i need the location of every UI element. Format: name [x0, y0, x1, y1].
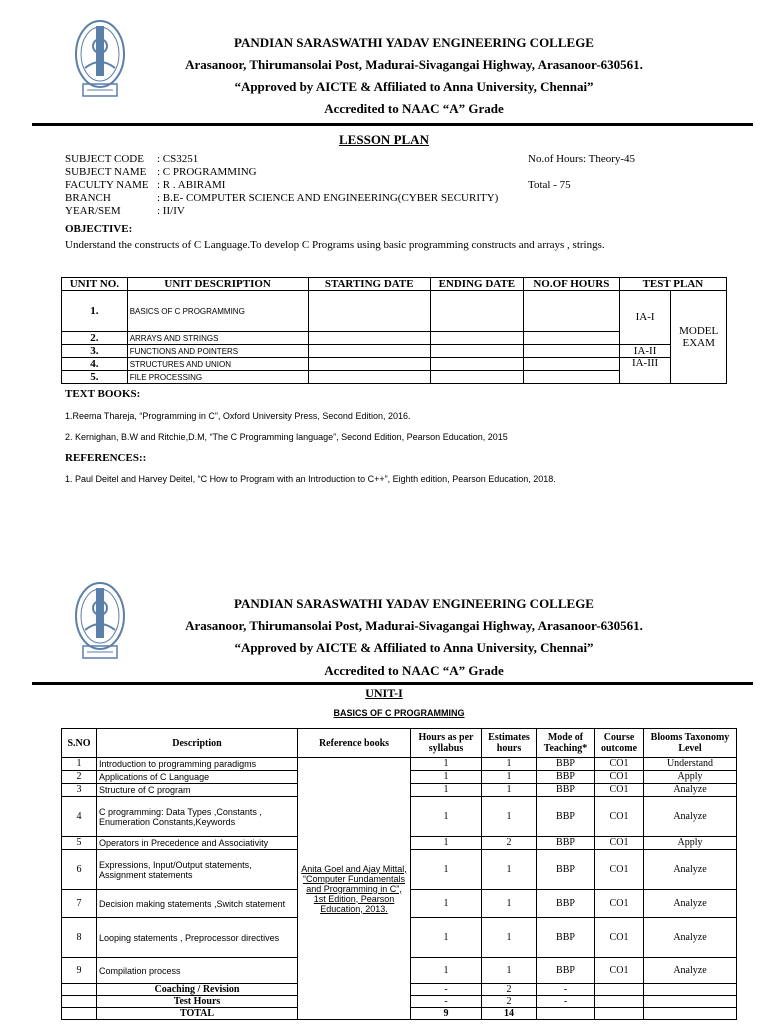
- faculty-label: FACULTY NAME: [65, 179, 149, 191]
- reference-1: 1. Paul Deitel and Harvey Deitel, “C How to Program with an Introduction to C++”, Eighth edition, Pearson Education, 2018.: [65, 474, 556, 484]
- col-reference: Reference books: [298, 729, 411, 758]
- unit-no: 1.: [62, 291, 128, 332]
- row-blooms: Analyze: [644, 890, 737, 918]
- row-co: CO1: [595, 918, 644, 958]
- row-sno: 4: [62, 797, 97, 837]
- college-accreditation-2: Accredited to NAAC “A” Grade: [324, 663, 504, 678]
- row-sno: 3: [62, 784, 97, 797]
- college-approval-2: “Approved by AICTE & Affiliated to Anna University, Chennai”: [234, 640, 594, 655]
- row-desc: Expressions, Input/Output statements, Assignment statements: [97, 850, 298, 890]
- col-hours: NO.OF HOURS: [523, 278, 619, 291]
- reference-book: Anita Goel and Ajay Mittal, “Computer Fundamentals and Programming in C”, 1st Edition, Pearson Education, 2013.: [298, 758, 411, 1020]
- row-blooms: Understand: [644, 758, 737, 771]
- col-mode: Mode of Teaching*: [537, 729, 595, 758]
- row-mode: BBP: [537, 771, 595, 784]
- unit1-title: UNIT-I: [365, 686, 403, 700]
- row-sno: 6: [62, 850, 97, 890]
- test-hours: -: [411, 996, 482, 1008]
- lesson-plan-title: LESSON PLAN: [339, 132, 429, 147]
- coaching-mode: -: [537, 984, 595, 996]
- branch-label: BRANCH: [65, 192, 111, 204]
- subject-name: : C PROGRAMMING: [157, 166, 257, 178]
- year-label: YEAR/SEM: [65, 205, 121, 217]
- col-outcome: Course outcome: [595, 729, 644, 758]
- row-est: 1: [482, 958, 537, 984]
- col-unit-no: UNIT NO.: [62, 278, 128, 291]
- row-mode: BBP: [537, 890, 595, 918]
- row-est: 1: [482, 850, 537, 890]
- college-approval: “Approved by AICTE & Affiliated to Anna University, Chennai”: [234, 79, 594, 94]
- row-hours: 1: [411, 797, 482, 837]
- row-sno: 5: [62, 837, 97, 850]
- text-book-2: 2. Kernighan, B.W and Ritchie,D.M, “The C Programming language”, Second Edition, Pearson Education, 2015: [65, 432, 508, 442]
- row-blooms: Apply: [644, 771, 737, 784]
- row-blooms: Analyze: [644, 918, 737, 958]
- coaching-hours: -: [411, 984, 482, 996]
- row-co: CO1: [595, 784, 644, 797]
- year-sem: : II/IV: [157, 205, 185, 217]
- row-mode: BBP: [537, 850, 595, 890]
- row-mode: BBP: [537, 758, 595, 771]
- col-blooms: Blooms Taxonomy Level: [644, 729, 737, 758]
- row-desc: Operators in Precedence and Associativity: [97, 837, 298, 850]
- college-accreditation: Accredited to NAAC “A” Grade: [324, 101, 504, 116]
- row-mode: BBP: [537, 837, 595, 850]
- unit-desc: BASICS OF C PROGRAMMING: [127, 291, 308, 332]
- table-row: [62, 758, 737, 771]
- table-row: [62, 358, 727, 371]
- row-mode: BBP: [537, 958, 595, 984]
- total-label: TOTAL: [97, 1008, 298, 1020]
- test-mode: -: [537, 996, 595, 1008]
- total-hours: 9: [411, 1008, 482, 1020]
- subject-code: : CS3251: [157, 153, 199, 165]
- row-est: 1: [482, 758, 537, 771]
- row-hours: 1: [411, 958, 482, 984]
- col-start-date: STARTING DATE: [308, 278, 430, 291]
- unit-desc: ARRAYS AND STRINGS: [127, 332, 308, 345]
- col-est-hours: Estimates hours: [482, 729, 537, 758]
- unit-desc: FILE PROCESSING: [127, 371, 308, 384]
- row-desc: C programming: Data Types ,Constants , Enumeration Constants,Keywords: [97, 797, 298, 837]
- test-est: 2: [482, 996, 537, 1008]
- row-blooms: Analyze: [644, 958, 737, 984]
- table-row: [62, 291, 727, 332]
- unit-desc: FUNCTIONS AND POINTERS: [127, 345, 308, 358]
- row-co: CO1: [595, 958, 644, 984]
- row-sno: 1: [62, 758, 97, 771]
- unit-no: 5.: [62, 371, 128, 384]
- references-label: REFERENCES::: [65, 452, 147, 464]
- subject-code-label: SUBJECT CODE: [65, 153, 144, 165]
- row-co: CO1: [595, 758, 644, 771]
- faculty-name: : R . ABIRAMI: [157, 179, 226, 191]
- row-est: 1: [482, 918, 537, 958]
- test-hours-label: Test Hours: [97, 996, 298, 1008]
- row-blooms: Apply: [644, 837, 737, 850]
- row-co: CO1: [595, 837, 644, 850]
- branch: : B.E- COMPUTER SCIENCE AND ENGINEERING(CYBER SECURITY): [157, 192, 499, 204]
- row-mode: BBP: [537, 797, 595, 837]
- test-ia3: IA-III: [619, 358, 671, 384]
- units-table: [61, 277, 727, 384]
- table-row: [62, 345, 727, 358]
- row-hours: 1: [411, 784, 482, 797]
- row-desc: Applications of C Language: [97, 771, 298, 784]
- row-desc: Decision making statements ,Switch statement: [97, 890, 298, 918]
- college-name-2: PANDIAN SARASWATHI YADAV ENGINEERING COLLEGE: [234, 596, 594, 611]
- objective-text: Understand the constructs of C Language.To develop C Programs using basic programming constructs and arrays , strings.: [65, 239, 605, 251]
- row-hours: 1: [411, 850, 482, 890]
- row-co: CO1: [595, 850, 644, 890]
- col-unit-desc: UNIT DESCRIPTION: [127, 278, 308, 291]
- row-est: 1: [482, 797, 537, 837]
- col-description: Description: [97, 729, 298, 758]
- col-test-plan: TEST PLAN: [619, 278, 726, 291]
- unit-no: 2.: [62, 332, 128, 345]
- row-desc: Compilation process: [97, 958, 298, 984]
- row-co: CO1: [595, 797, 644, 837]
- row-hours: 1: [411, 758, 482, 771]
- college-address: Arasanoor, Thirumansolai Post, Madurai-Sivagangai Highway, Arasanoor-630561.: [185, 57, 643, 72]
- row-hours: 1: [411, 918, 482, 958]
- test-ia2: IA-II: [619, 345, 671, 358]
- row-hours: 1: [411, 771, 482, 784]
- row-blooms: Analyze: [644, 850, 737, 890]
- unit1-table: [61, 728, 737, 1020]
- row-desc: Introduction to programming paradigms: [97, 758, 298, 771]
- coaching-est: 2: [482, 984, 537, 996]
- test-ia1: IA-I: [619, 291, 671, 345]
- hours-info: [528, 153, 635, 192]
- header-divider: [32, 123, 753, 126]
- unit-no: 3.: [62, 345, 128, 358]
- total-est: 14: [482, 1008, 537, 1020]
- text-book-1: 1.Reema Thareja, “Programming in C”, Oxford University Press, Second Edition, 2016.: [65, 411, 411, 421]
- text-books-label: TEXT BOOKS:: [65, 388, 141, 400]
- objective-label: OBJECTIVE:: [65, 223, 133, 235]
- row-est: 2: [482, 837, 537, 850]
- row-desc: Structure of C program: [97, 784, 298, 797]
- row-co: CO1: [595, 890, 644, 918]
- unit-no: 4.: [62, 358, 128, 371]
- row-est: 1: [482, 784, 537, 797]
- hours-total: Total - 75: [528, 179, 571, 191]
- unit-desc: STRUCTURES AND UNION: [127, 358, 308, 371]
- college-address-2: Arasanoor, Thirumansolai Post, Madurai-Sivagangai Highway, Arasanoor-630561.: [185, 618, 643, 633]
- row-blooms: Analyze: [644, 784, 737, 797]
- row-hours: 1: [411, 890, 482, 918]
- row-est: 1: [482, 890, 537, 918]
- row-sno: 2: [62, 771, 97, 784]
- subject-info: [65, 153, 498, 218]
- coaching-label: Coaching / Revision: [97, 984, 298, 996]
- header-divider-2: [32, 682, 753, 685]
- row-blooms: Analyze: [644, 797, 737, 837]
- row-mode: BBP: [537, 784, 595, 797]
- row-sno: 8: [62, 918, 97, 958]
- row-sno: 7: [62, 890, 97, 918]
- col-sno: S.NO: [62, 729, 97, 758]
- subject-name-label: SUBJECT NAME: [65, 166, 147, 178]
- row-desc: Looping statements , Preprocessor directives: [97, 918, 298, 958]
- college-name: PANDIAN SARASWATHI YADAV ENGINEERING COLLEGE: [234, 35, 594, 50]
- col-end-date: ENDING DATE: [430, 278, 523, 291]
- row-co: CO1: [595, 771, 644, 784]
- row-hours: 1: [411, 837, 482, 850]
- col-hours-syllabus: Hours as per syllabus: [411, 729, 482, 758]
- test-model-exam: MODEL EXAM: [671, 291, 727, 384]
- hours-theory: No.of Hours: Theory-45: [528, 153, 636, 165]
- row-sno: 9: [62, 958, 97, 984]
- row-est: 1: [482, 771, 537, 784]
- row-mode: BBP: [537, 918, 595, 958]
- unit1-subtitle: BASICS OF C PROGRAMMING: [333, 708, 465, 718]
